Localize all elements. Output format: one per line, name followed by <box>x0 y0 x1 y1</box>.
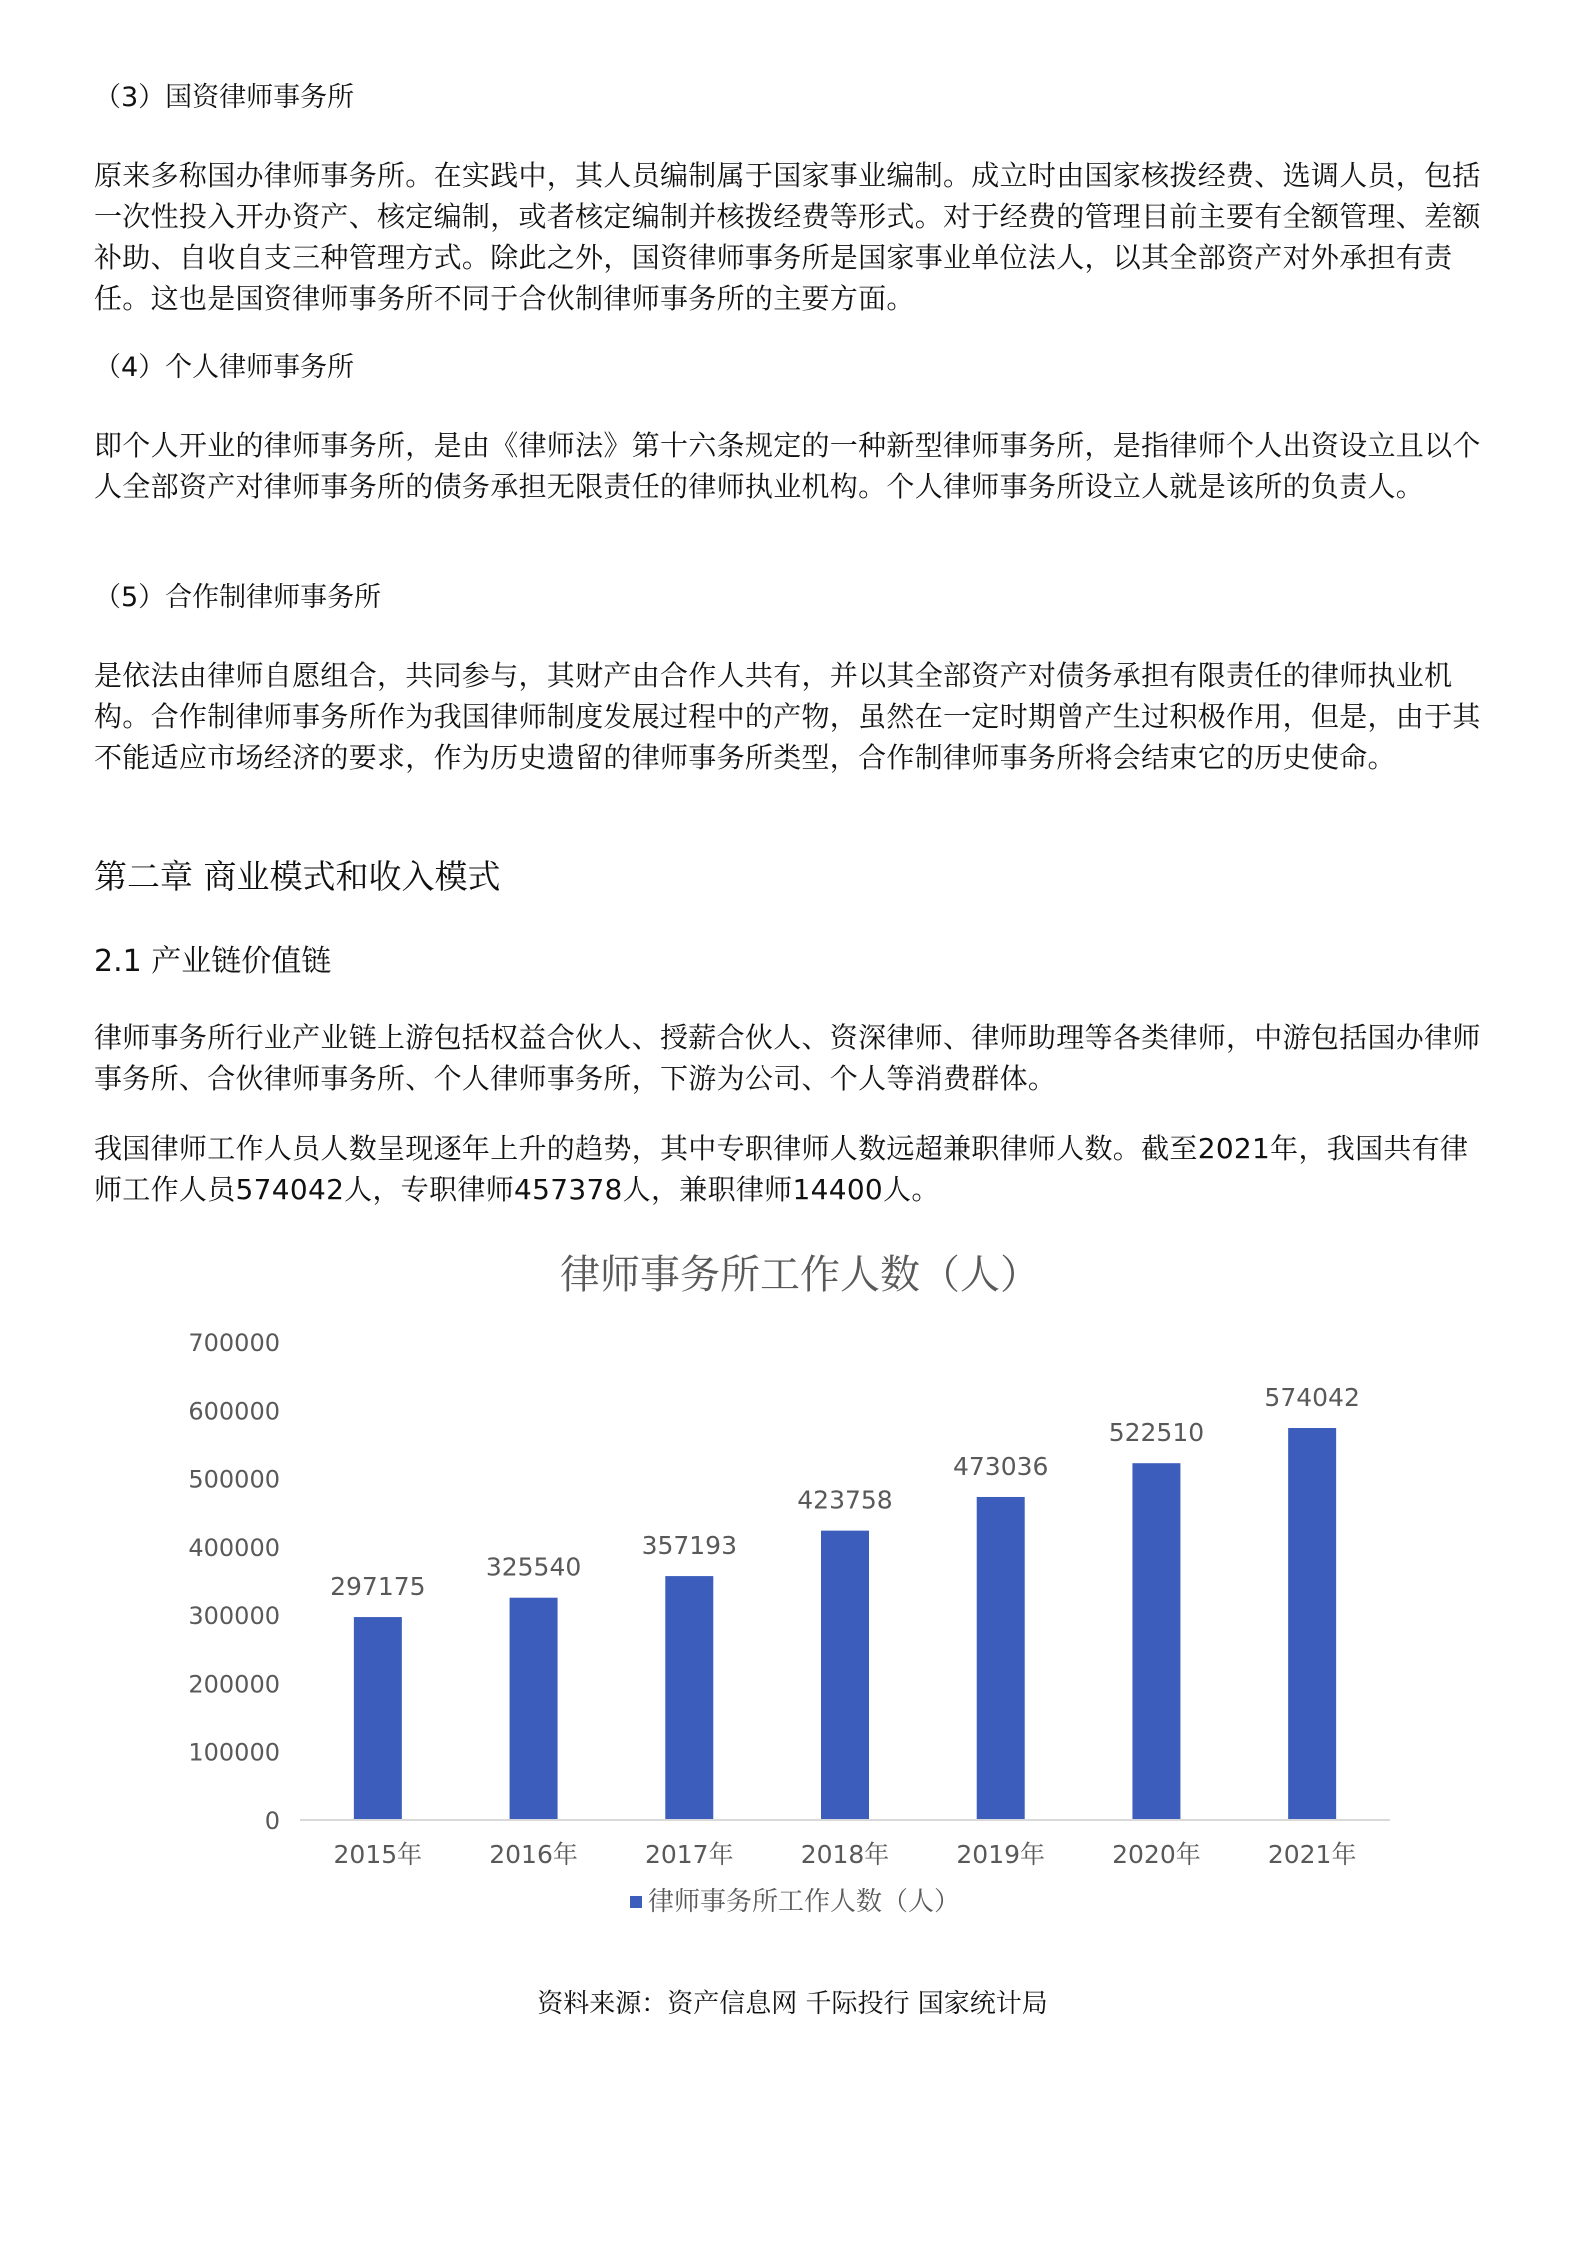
y-tick-label: 200000 <box>188 1670 280 1699</box>
x-tick-label: 2021年 <box>1267 1840 1357 1869</box>
bar-2017年 <box>665 1576 713 1820</box>
bar-2016年 <box>510 1598 558 1820</box>
x-tick-label: 2015年 <box>333 1840 423 1869</box>
paragraph-lawyer-stats: 我国律师工作人员人数呈现逐年上升的趋势，其中专职律师人数远超兼职律师人数。截至2021年，我国共有律师工作人员574042人，专职律师457378人，兼职律师14400人。 <box>94 1132 1469 1206</box>
y-tick-label: 300000 <box>188 1602 280 1631</box>
subheading-cooperative-firm: （5）合作制律师事务所 <box>94 582 382 613</box>
data-label: 473036 <box>952 1451 1049 1481</box>
y-tick-label: 0 <box>264 1807 280 1835</box>
x-tick-label: 2017年 <box>644 1840 734 1869</box>
bar-2018年 <box>821 1531 869 1820</box>
y-axis <box>188 1329 280 1835</box>
paragraph-state-owned-firm: 原来多称国办律师事务所。在实践中，其人员编制属于国家事业编制。成立时由国家核拨经费、选调人员，包括一次性投入开办资产、核定编制，或者核定编制并核拨经费等形式。对于经费的管理目前主要有全额管理、差额补助、自收自支三种管理方式。除此之外，国资律师事务所是国家事业单位法人，以其全部资产对外承担有责任。这也是国资律师事务所不同于合伙制律师事务所的主要方面。 <box>94 159 1481 315</box>
y-tick-label: 500000 <box>188 1465 280 1494</box>
legend-swatch <box>630 1896 642 1908</box>
paragraph-industry-chain: 律师事务所行业产业链上游包括权益合伙人、授薪合伙人、资深律师、律师助理等各类律师，中游包括国办律师事务所、合伙律师事务所、个人律师事务所，下游为公司、个人等消费群体。 <box>94 1021 1481 1095</box>
x-tick-label: 2019年 <box>956 1840 1046 1869</box>
bar-2020年 <box>1132 1463 1180 1820</box>
chart-legend <box>630 1887 960 1917</box>
data-label: 522510 <box>1108 1418 1205 1448</box>
x-tick-label: 2018年 <box>800 1840 890 1869</box>
data-label: 574042 <box>1264 1383 1360 1413</box>
chart-title: 律师事务所工作人数（人） <box>560 1252 1040 1298</box>
subheading-individual-firm: （4）个人律师事务所 <box>94 352 355 383</box>
y-tick-label: 400000 <box>188 1533 280 1562</box>
x-tick-label: 2020年 <box>1112 1840 1201 1869</box>
y-tick-label: 600000 <box>188 1397 280 1426</box>
bar-2019年 <box>977 1497 1025 1820</box>
y-tick-label: 700000 <box>188 1329 280 1357</box>
x-axis <box>300 1820 1390 1869</box>
data-label: 423758 <box>797 1485 893 1515</box>
x-tick-label: 2016年 <box>489 1840 578 1869</box>
bar-chart-law-firm-staff <box>180 1230 1440 1950</box>
bars-group <box>330 1383 1360 1820</box>
source-note: 资料来源：资产信息网 千际投行 国家统计局 <box>537 1989 1048 2019</box>
data-label: 357193 <box>641 1531 738 1561</box>
paragraph-cooperative-firm: 是依法由律师自愿组合，共同参与，其财产由合作人共有，并以其全部资产对债务承担有限责任的律师执业机构。合作制律师事务所作为我国律师制度发展过程中的产物，虽然在一定时期曾产生过积极作用，但是，由于其不能适应市场经济的要求，作为历史遗留的律师事务所类型，合作制律师事务所将会结束它的历史使命。 <box>94 659 1481 774</box>
data-label: 325540 <box>485 1552 582 1582</box>
chapter-title: 第二章 商业模式和收入模式 <box>94 857 501 896</box>
paragraph-individual-firm: 即个人开业的律师事务所，是由《律师法》第十六条规定的一种新型律师事务所，是指律师个人出资设立且以个人全部资产对律师事务所的债务承担无限责任的律师执业机构。个人律师事务所设立人就是该所的负责人。 <box>94 429 1481 503</box>
bar-2015年 <box>354 1617 402 1820</box>
y-tick-label: 100000 <box>188 1738 280 1767</box>
bar-2021年 <box>1288 1428 1336 1820</box>
subheading-state-owned-firm: （3）国资律师事务所 <box>94 82 355 113</box>
legend-label: 律师事务所工作人数（人） <box>648 1887 961 1917</box>
data-label: 297175 <box>330 1572 426 1602</box>
section-title: 2.1 产业链价值链 <box>94 944 332 979</box>
